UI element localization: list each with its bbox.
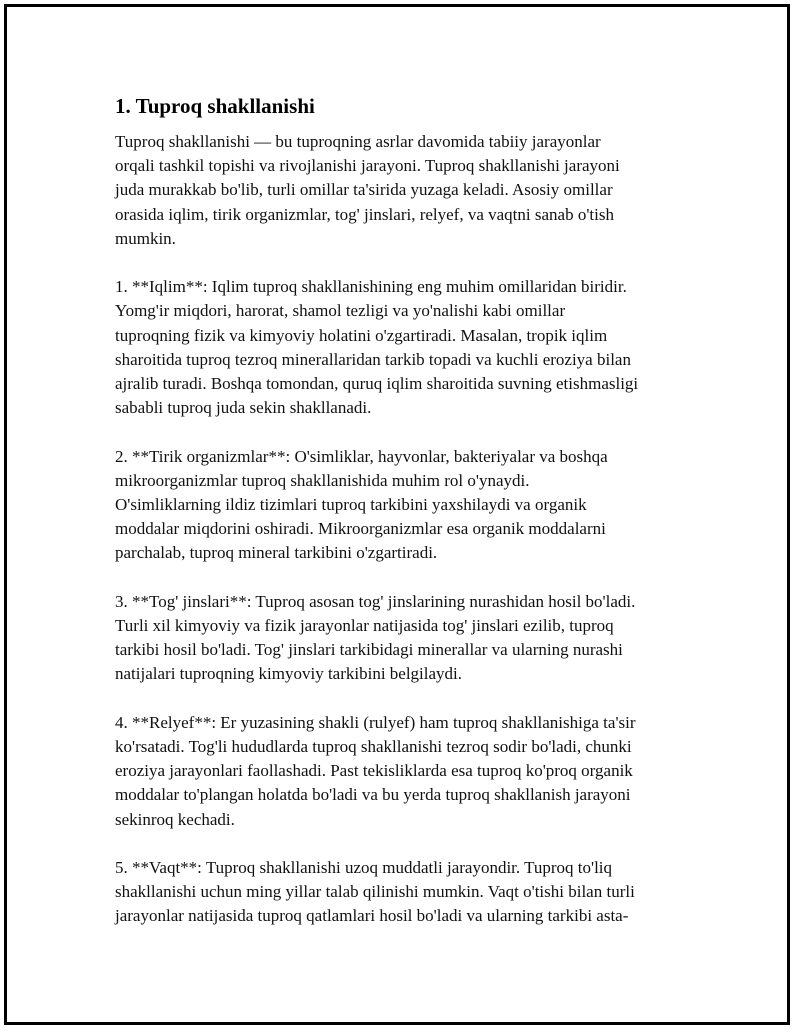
text-line: jarayonlar natijasida tuproq qatlamlari hosil bo'ladi va ularning tarkibi asta- [115,906,629,926]
text-line: Yomg'ir miqdori, harorat, shamol tezligi va yo'nalishi kabi omillar [115,301,566,321]
text-line: orqali tashkil topishi va rivojlanishi jarayoni. Tuproq shakllanishi jarayoni [115,156,620,176]
text-line: sharoitida tuproq tezroq minerallaridan tarkib topadi va kuchli eroziya bilan [115,349,631,369]
paragraph [115,590,695,687]
text-line: sababli tuproq juda sekin shakllanadi. [115,398,372,418]
text-line: ajralib turadi. Boshqa tomondan, quruq iqlim sharoitida suvning etishmasligi [115,374,639,394]
text-line: 3. **Tog' jinslari**: Tuproq asosan tog' jinslarining nurashidan hosil bo'ladi. [115,591,636,611]
text-line: eroziya jarayonlari faollashadi. Past tekisliklarda esa tuproq ko'proq organik [115,761,633,781]
text-line: sekinroq kechadi. [115,809,235,829]
text-line: juda murakkab bo'lib, turli omillar ta'sirida yuzaga keladi. Asosiy omillar [115,180,613,200]
text-line: tuproqning fizik va kimyoviy holatini o'zgartiradi. Masalan, tropik iqlim [115,325,608,345]
paragraph [115,275,695,420]
text-line: Tuproq shakllanishi — bu tuproqning asrlar davomida tabiiy jarayonlar [115,132,601,151]
text-line: parchalab, tuproq mineral tarkibini o'zgartiradi. [115,543,438,563]
text-line: shakllanishi uchun ming yillar talab qilinishi mumkin. Vaqt o'tishi bilan turli [115,882,635,902]
text-line: 2. **Tirik organizmlar**: O'simliklar, hayvonlar, bakteriyalar va boshqa [115,446,608,466]
text-line: orasida iqlim, tirik organizmlar, tog' jinslari, relyef, va vaqtni sanab o'tish [115,204,614,224]
text-line: moddalar miqdorini oshiradi. Mikroorganizmlar esa organik moddalarni [115,519,606,539]
paragraphs-container [115,130,695,929]
paragraph [115,856,695,929]
text-line: 4. **Relyef**: Er yuzasining shakli (rulyef) ham tuproq shakllanishiga ta'sir [115,712,636,732]
text-line: mikroorganizmlar tuproq shakllanishida muhim rol o'ynaydi. [115,470,530,490]
text-line: Turli xil kimyoviy va fizik jarayonlar natijasida tog' jinslari ezilib, tuproq [115,616,614,636]
text-line: moddalar to'plangan holatda bo'ladi va bu yerda tuproq shakllanish jarayoni [115,785,631,805]
paragraph [115,445,695,566]
text-line: O'simliklarning ildiz tizimlari tuproq tarkibini yaxshilaydi va organik [115,495,587,515]
text-line: 1. **Iqlim**: Iqlim tuproq shakllanishining eng muhim omillaridan biridir. [115,277,627,297]
section-heading: 1. Tuproq shakllanishi [115,94,315,118]
text-line: mumkin. [115,228,176,248]
text-line: ko'rsatadi. Tog'li hududlarda tuproq shakllanishi tezroq sodir bo'ladi, chunki [115,737,632,757]
paragraph [115,130,695,251]
document-content [115,92,695,953]
paragraph [115,711,695,832]
text-line: tarkibi hosil bo'ladi. Tog' jinslari tarkibidagi minerallar va ularning nurashi [115,640,623,660]
text-line: natijalari tuproqning kimyoviy tarkibini belgilaydi. [115,664,463,684]
text-line: 5. **Vaqt**: Tuproq shakllanishi uzoq muddatli jarayondir. Tuproq to'liq [115,858,613,878]
